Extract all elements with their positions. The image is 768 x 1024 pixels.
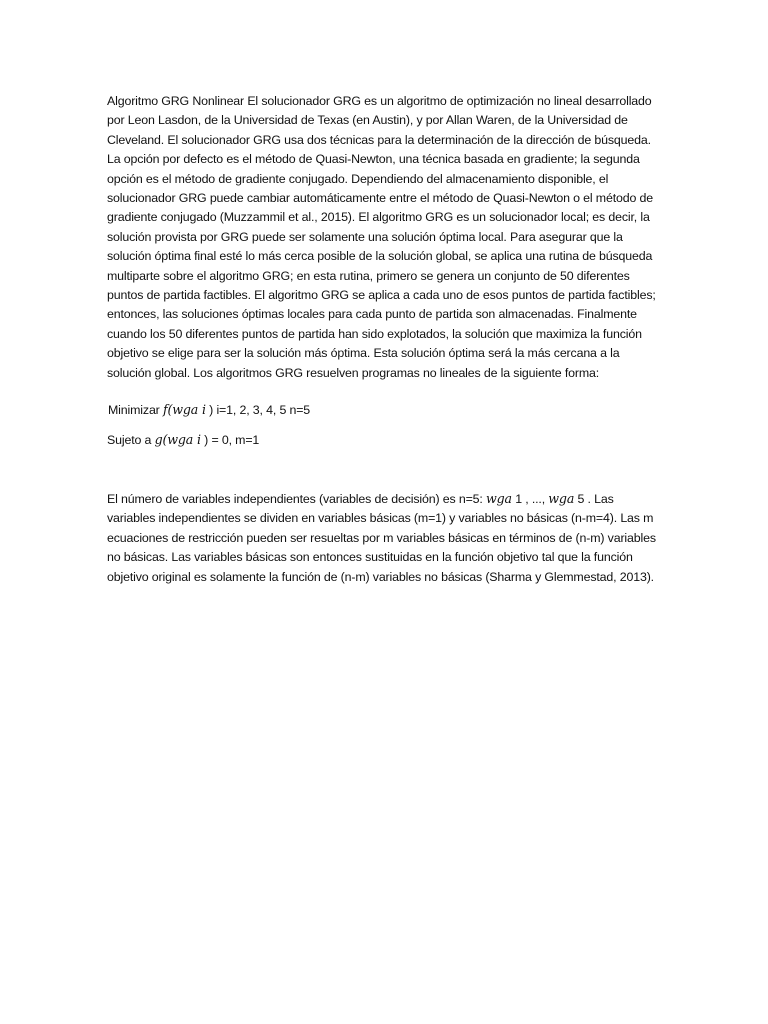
formula-constraint-prefix: Sujeto a <box>107 433 155 447</box>
formula-constraint-variable: wga i <box>167 432 201 447</box>
paragraph-variables-text-1: El número de variables independientes (variables de decisión) es n=5: <box>107 492 487 506</box>
formula-minimize-close-paren: ) <box>205 403 214 417</box>
paragraph-intro: Algoritmo GRG Nonlinear El solucionador GRG es un algoritmo de optimización no lineal desarrollado por Leon Lasdon, de la Universidad de Texas (en Austin), y por Allan Waren, de la Universidad de Cleveland. El solucionador GRG usa dos técnicas para la determinación de la dirección de búsqueda. La opción por defecto es el método de Quasi-Newton, una técnica basada en gradiente; la segunda opción es el método de gradiente conjugado. Dependiendo del almacenamiento disponible, el solucionador GRG puede cambiar automáticamente entre el método de Quasi-Newton o el método de gradiente conjugado (Muzzammil et al., 2015). El algoritmo GRG es un solucionador local; es decir, la solución provista por GRG puede ser solamente una solución óptima local. Para asegurar que la solución óptima final esté lo más cerca posible de la solución global, se aplica una rutina de búsqueda multiparte sobre el algoritmo GRG; en esta rutina, primero se genera un conjunto de 50 diferentes puntos de partida factibles. El algoritmo GRG se aplica a cada uno de esos puntos de partida factibles; entonces, las soluciones óptimas locales para cada punto de partida son almacenadas. Finalmente cuando los 50 diferentes puntos de partida han sido explotados, la solución que maximiza la función objetivo se elige para ser la solución más óptima. Esta solución óptima será la más cercana a la solución global. Los algoritmos GRG resuelven programas no lineales de la siguiente forma: <box>107 94 656 380</box>
formula-constraint-function: g <box>154 432 163 447</box>
paragraph-variables <box>107 489 663 587</box>
formula-constraint-close-paren: ) <box>200 433 209 447</box>
paragraph-variables-var-2: wga <box>548 491 575 506</box>
formula-minimize-function: f <box>162 402 168 417</box>
formula-minimize-suffix: i=1, 2, 3, 4, 5 n=5 <box>213 403 311 417</box>
formula-constraint <box>107 430 663 450</box>
paragraph-variables-text-2: 1 , ..., <box>511 492 549 506</box>
formula-minimize-variable: wga i <box>172 402 206 417</box>
paragraph-variables-var-1: wga <box>486 491 512 506</box>
formula-minimize-prefix: Minimizar <box>108 403 163 417</box>
paragraph-variables-text-3: 5 . Las variables independientes se dividen en variables básicas (m=1) y variables no básicas (n-m=4). Las m ecuaciones de restricción pueden ser resueltas por m variables básicas en términos de (n-m) variables no básicas. Las variables básicas son entonces sustituidas en la función objetivo tal que la función objetivo original es solamente la función de (n-m) variables no básicas (Sharma y Glemmestad, 2013). <box>107 492 656 584</box>
formula-constraint-open-paren: ( <box>162 432 168 447</box>
formula-constraint-suffix: = 0, m=1 <box>208 433 260 447</box>
formula-minimize-open-paren: ( <box>167 402 173 417</box>
formula-minimize <box>108 400 664 420</box>
